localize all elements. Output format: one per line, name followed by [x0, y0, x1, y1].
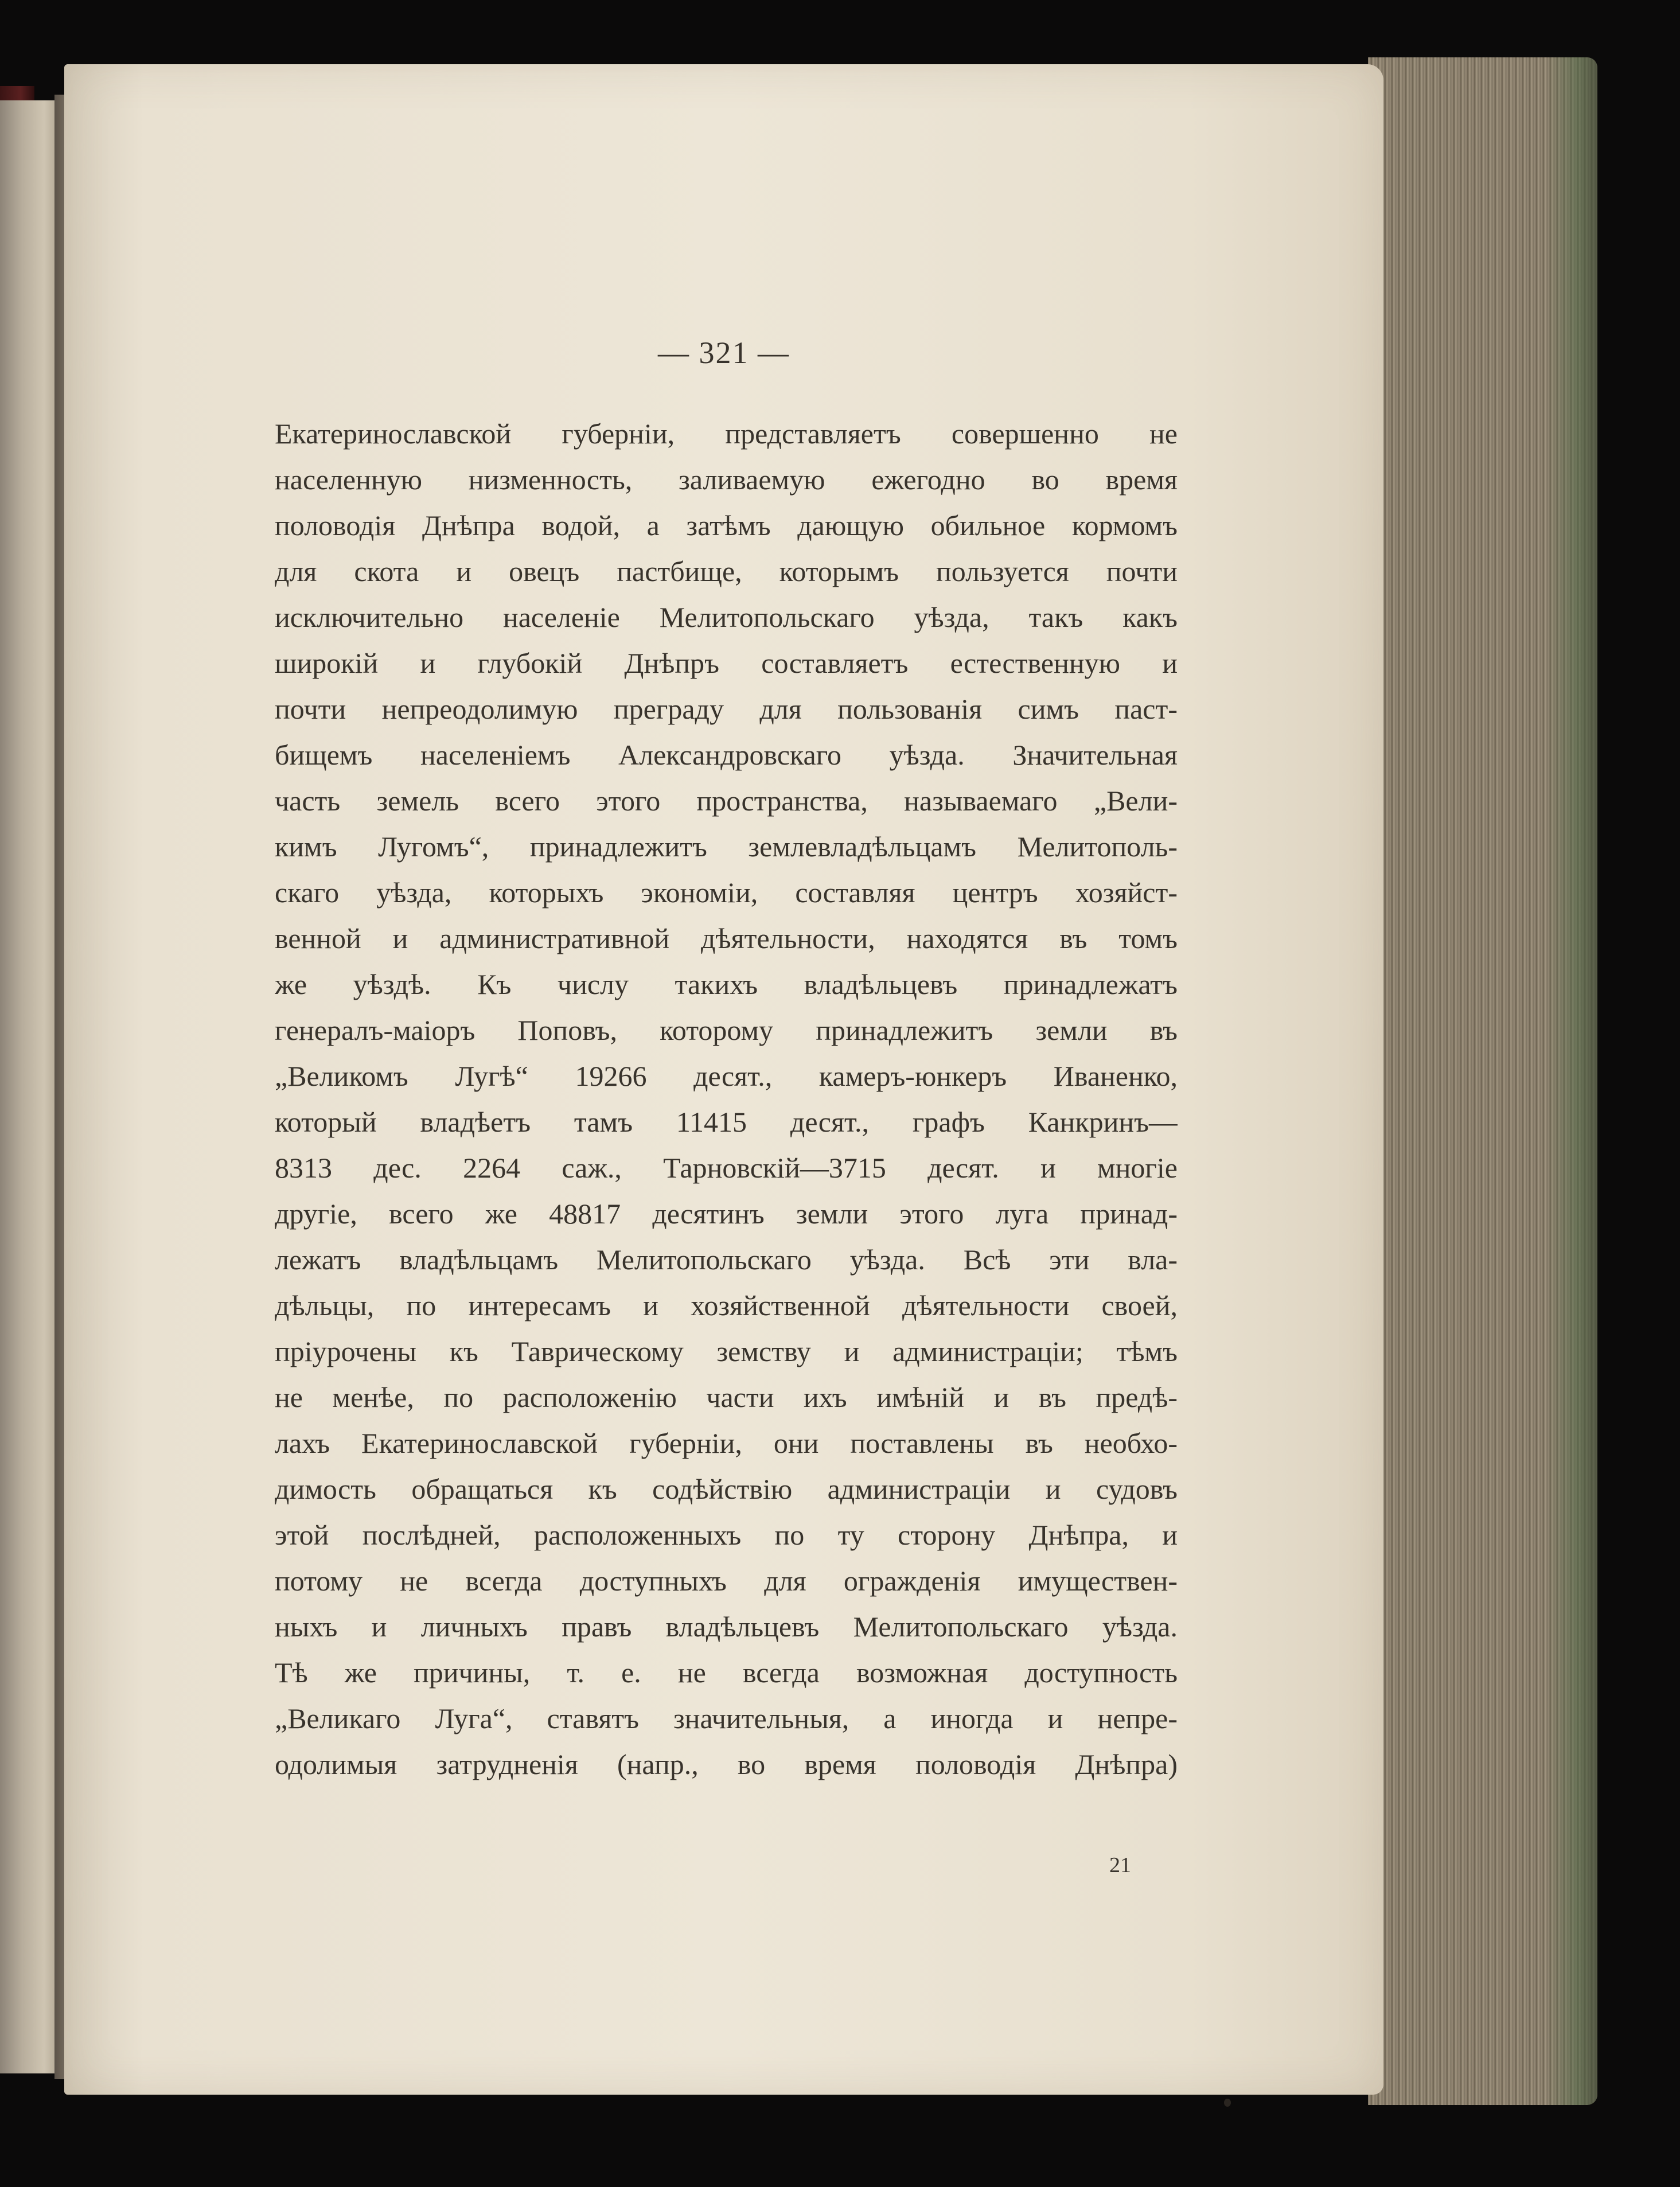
text-line: этой послѣдней, расположенныхъ по ту сторону Днѣпра, и: [275, 1519, 1178, 1551]
text-line: населенную низменность, заливаемую ежегодно во время: [275, 463, 1178, 496]
ink-speck: [1224, 2099, 1231, 2107]
text-line: другіе, всего же 48817 десятинъ земли этого луга принад-: [275, 1198, 1178, 1230]
text-line: „Великомъ Лугѣ“ 19266 десят., камеръ-юнкеръ Иваненко,: [275, 1060, 1178, 1092]
text-line: лежатъ владѣльцамъ Мелитопольскаго уѣзда. Всѣ эти вла-: [275, 1243, 1178, 1276]
text-line: генералъ-маіоръ Поповъ, которому принадлежитъ земли въ: [275, 1014, 1178, 1046]
text-line: потому не всегда доступныхъ для огражденія имуществен-: [275, 1565, 1178, 1597]
text-line: дѣльцы, по интересамъ и хозяйственной дѣятельности своей,: [275, 1289, 1178, 1321]
text-line: который владѣетъ тамъ 11415 десят., графъ Канкринъ—: [275, 1106, 1178, 1138]
text-line: бищемъ населеніемъ Александровскаго уѣзда. Значительная: [275, 739, 1178, 771]
text-line: не менѣе, по расположенію части ихъ имѣній и въ предѣ-: [275, 1381, 1178, 1413]
text-line: часть земель всего этого пространства, называемаго „Вели-: [275, 785, 1178, 817]
text-line: 8313 дес. 2264 саж., Тарновскій—3715 десят. и многіе: [275, 1152, 1178, 1184]
text-line: пріурочены къ Таврическому земству и администраціи; тѣмъ: [275, 1335, 1178, 1367]
text-line: димость обращаться къ содѣйствію администраціи и судовъ: [275, 1473, 1178, 1505]
left-page-edge: [0, 100, 63, 2073]
text-line: Екатеринославской губерніи, представляетъ совершенно не: [275, 418, 1178, 450]
body-text: [275, 411, 1178, 1787]
page-edges-stack: [1368, 57, 1597, 2105]
text-line: половодія Днѣпра водой, а затѣмъ дающую обильное кормомъ: [275, 509, 1178, 541]
book-page: [64, 64, 1383, 2095]
text-line: кимъ Лугомъ“, принадлежитъ землевладѣльцамъ Мелитополь-: [275, 831, 1178, 863]
text-line: для скота и овецъ пастбище, которымъ пользуется почти: [275, 555, 1178, 587]
text-line: скаго уѣзда, которыхъ экономіи, составляя центръ хозяйст-: [275, 876, 1178, 909]
text-line: же уѣздѣ. Къ числу такихъ владѣльцевъ принадлежатъ: [275, 968, 1178, 1000]
signature-mark: 21: [1109, 1853, 1131, 1877]
page-number: — 321 —: [658, 336, 790, 370]
text-line: „Великаго Луга“, ставятъ значительныя, а иногда и непре-: [275, 1702, 1178, 1734]
text-line: почти непреодолимую преграду для пользованія симъ паст-: [275, 693, 1178, 725]
text-line: одолимыя затрудненія (напр., во время половодія Днѣпра): [275, 1748, 1178, 1780]
text-line: венной и административной дѣятельности, находятся въ томъ: [275, 922, 1178, 954]
text-line: ныхъ и личныхъ правъ владѣльцевъ Мелитопольскаго уѣзда.: [275, 1611, 1178, 1643]
text-line: исключительно населеніе Мелитопольскаго уѣзда, такъ какъ: [275, 601, 1178, 633]
text-line: широкій и глубокій Днѣпръ составляетъ естественную и: [275, 647, 1178, 679]
text-line: Тѣ же причины, т. е. не всегда возможная доступность: [275, 1656, 1178, 1689]
text-line: лахъ Екатеринославской губерніи, они поставлены въ необхо-: [275, 1427, 1178, 1459]
